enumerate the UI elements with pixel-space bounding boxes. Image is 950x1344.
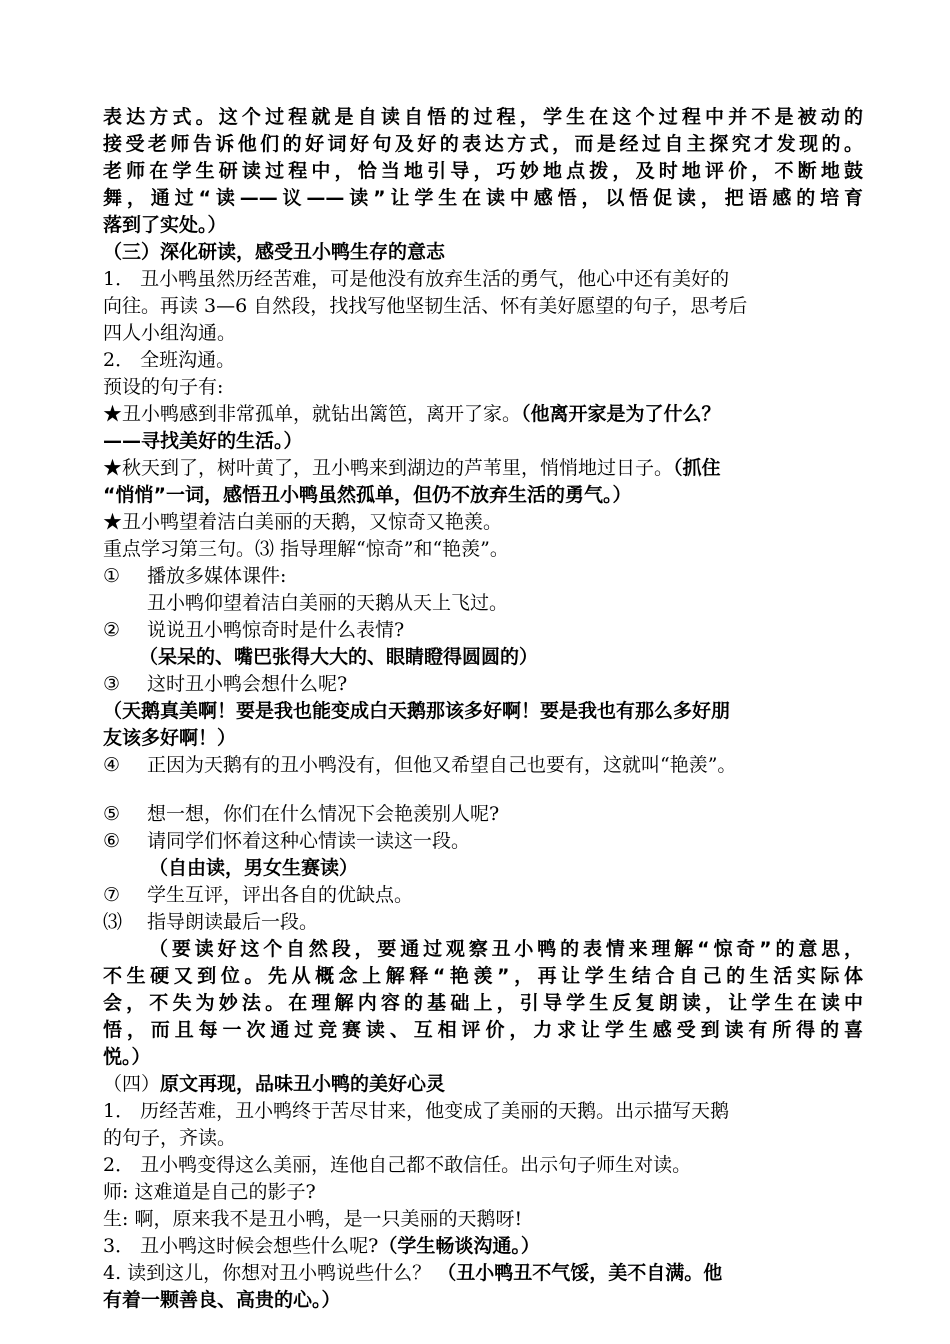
circled-item-6 <box>103 828 863 855</box>
item-number: ④ <box>103 754 121 776</box>
text-line: 舞，通过“读——议——读”让学生在读中感悟，以悟促读，把语感的培育 <box>103 187 863 209</box>
section-3-item-1 <box>103 266 863 347</box>
section-4-item-2: 2． 丑小鸭变得这么美丽，连他自己都不敢信任。出示句子师生对读。 <box>103 1154 692 1176</box>
text-line: 会，不失为妙法。在理解内容的基础上，引导学生反复朗读，让学生在读中 <box>103 992 863 1014</box>
text-line: 表达方式。这个过程就是自读自悟的过程，学生在这个过程中并不是被动的 <box>103 106 863 128</box>
item-text: 说说丑小鸭惊奇时是什么表情? <box>147 619 405 641</box>
preset-sentences-label: 预设的句子有: <box>103 376 224 398</box>
sub-step-3 <box>103 909 863 936</box>
item-text: 学生互评，评出各自的优缺点。 <box>147 884 414 906</box>
commentary-paragraph-1 <box>103 104 863 239</box>
student-line: 生: 啊，原来我不是丑小鸭，是一只美丽的天鹅呀! <box>103 1208 523 1230</box>
star-sentence-note-cont: ——寻找美好的生活。） <box>103 430 303 452</box>
star-sentence-2 <box>103 455 863 482</box>
section-4-item-4 <box>103 1260 863 1287</box>
text-line: 1． 历经苦难，丑小鸭终于苦尽甘来，他变成了美丽的天鹅。出示描写天鹅 <box>103 1100 730 1122</box>
focus-line: 重点学习第三句。⑶ 指导理解“惊奇”和“艳羡”。 <box>103 538 509 560</box>
heading-number: （四） <box>103 1073 161 1095</box>
circled-item-2 <box>103 617 863 644</box>
item-text: 这时丑小鸭会想什么呢? <box>147 673 348 695</box>
circled-item-3 <box>103 671 863 698</box>
item-text: 播放多媒体课件: <box>147 565 287 587</box>
section-4-item-1 <box>103 1098 863 1152</box>
text-line: （要读好这个自然段，要通过观察丑小鸭的表情来理解“惊奇”的意思， <box>149 938 863 960</box>
text-line: 老师在学生研读过程中，恰当地引导，巧妙地点拨，及时地评价，不断地鼓 <box>103 160 863 182</box>
circled-item-5 <box>103 801 863 828</box>
item-number: ⑶ <box>103 911 123 933</box>
circled-item-3-answer-cont: 友该多好啊！） <box>103 727 237 749</box>
text-line: 的句子，齐读。 <box>103 1127 237 1149</box>
text-line: 向往。再读 3—6 自然段，找找写他坚韧生活、怀有美好愿望的句子，思考后 <box>103 295 748 317</box>
item-text: 请同学们怀着这种心情读一读这一段。 <box>147 830 471 852</box>
star-sentence-note-cont: “悄悄”一词，感悟丑小鸭虽然孤单，但仍不放弃生活的勇气。） <box>103 484 632 506</box>
section-4-heading <box>103 1071 863 1098</box>
star-sentence-3: ★丑小鸭望着洁白美丽的天鹅，又惊奇又艳羡。 <box>103 511 503 533</box>
item-note: （丑小鸭丑不气馁，美不自满。他 <box>437 1262 723 1284</box>
section-4-item-3 <box>103 1233 863 1260</box>
item-number: ① <box>103 565 121 587</box>
text-line: 落到了实处。） <box>103 214 227 236</box>
blank-line <box>103 779 863 801</box>
star-sentence-note: （他离开家是为了什么？ <box>521 403 721 425</box>
text-line: 不生硬又到位。先从概念上解释“艳羡”，再让学生结合自己的生活实际体 <box>103 965 863 987</box>
item-number: ② <box>103 619 121 641</box>
text-line: 悦。） <box>103 1046 151 1068</box>
circled-item-1-sub: 丑小鸭仰望着洁白美丽的天鹅从天上飞过。 <box>147 592 509 614</box>
section-4-item-4-note-cont: 有着一颗善良、高贵的心。） <box>103 1289 341 1311</box>
text-line: 四人小组沟通。 <box>103 322 237 344</box>
section-3-heading: （三）深化研读，感受丑小鸭生存的意志 <box>103 241 446 263</box>
item-number: ③ <box>103 673 121 695</box>
text-line: 接受老师告诉他们的好词好句及好的表达方式，而是经过自主探究才发现的。 <box>103 133 863 155</box>
commentary-paragraph-2 <box>103 936 863 1071</box>
document-page <box>103 104 863 1314</box>
heading-text: 原文再现，品味丑小鸭的美好心灵 <box>160 1073 446 1095</box>
item-text: 4. 读到这儿，你想对丑小鸭说些什么？ <box>103 1262 438 1284</box>
circled-item-7 <box>103 882 863 909</box>
section-3-item-2: 2． 全班沟通。 <box>103 349 236 371</box>
circled-item-2-answer: （呆呆的、嘴巴张得大大的、眼睛瞪得圆圆的） <box>139 646 539 668</box>
item-text: 正因为天鹅有的丑小鸭没有，但他又希望自己也要有，这就叫“艳羡”。 <box>147 754 737 776</box>
item-text: 指导朗读最后一段。 <box>147 911 319 933</box>
circled-item-6-answer: （自由读，男女生赛读） <box>149 857 359 879</box>
circled-item-4 <box>103 752 863 779</box>
teacher-line: 师: 这难道是自己的影子? <box>103 1181 316 1203</box>
circled-item-1 <box>103 563 863 590</box>
item-note: （学生畅谈沟通。） <box>378 1235 540 1257</box>
star-sentence-1 <box>103 401 863 428</box>
item-text: 3． 丑小鸭这时候会想些什么呢? <box>103 1235 379 1257</box>
item-text: 想一想，你们在什么情况下会艳羡别人呢? <box>147 803 500 825</box>
star-sentence-text: ★丑小鸭感到非常孤单，就钻出篱笆，离开了家。 <box>103 403 522 425</box>
text-line: 1． 丑小鸭虽然历经苦难，可是他没有放弃生活的勇气，他心中还有美好的 <box>103 268 730 290</box>
text-line: 悟，而且每一次通过竞赛读、互相评价，力求让学生感受到读有所得的喜 <box>103 1019 863 1041</box>
star-sentence-text: ★秋天到了，树叶黄了，丑小鸭来到湖边的芦苇里，悄悄地过日子。 <box>103 457 674 479</box>
circled-item-3-answer: （天鹅真美啊！要是我也能变成白天鹅那该多好啊！要是我也有那么多好朋 <box>103 700 731 722</box>
item-number: ⑦ <box>103 884 121 906</box>
item-number: ⑤ <box>103 803 121 825</box>
star-sentence-note: （抓住 <box>673 457 721 479</box>
item-number: ⑥ <box>103 830 121 852</box>
